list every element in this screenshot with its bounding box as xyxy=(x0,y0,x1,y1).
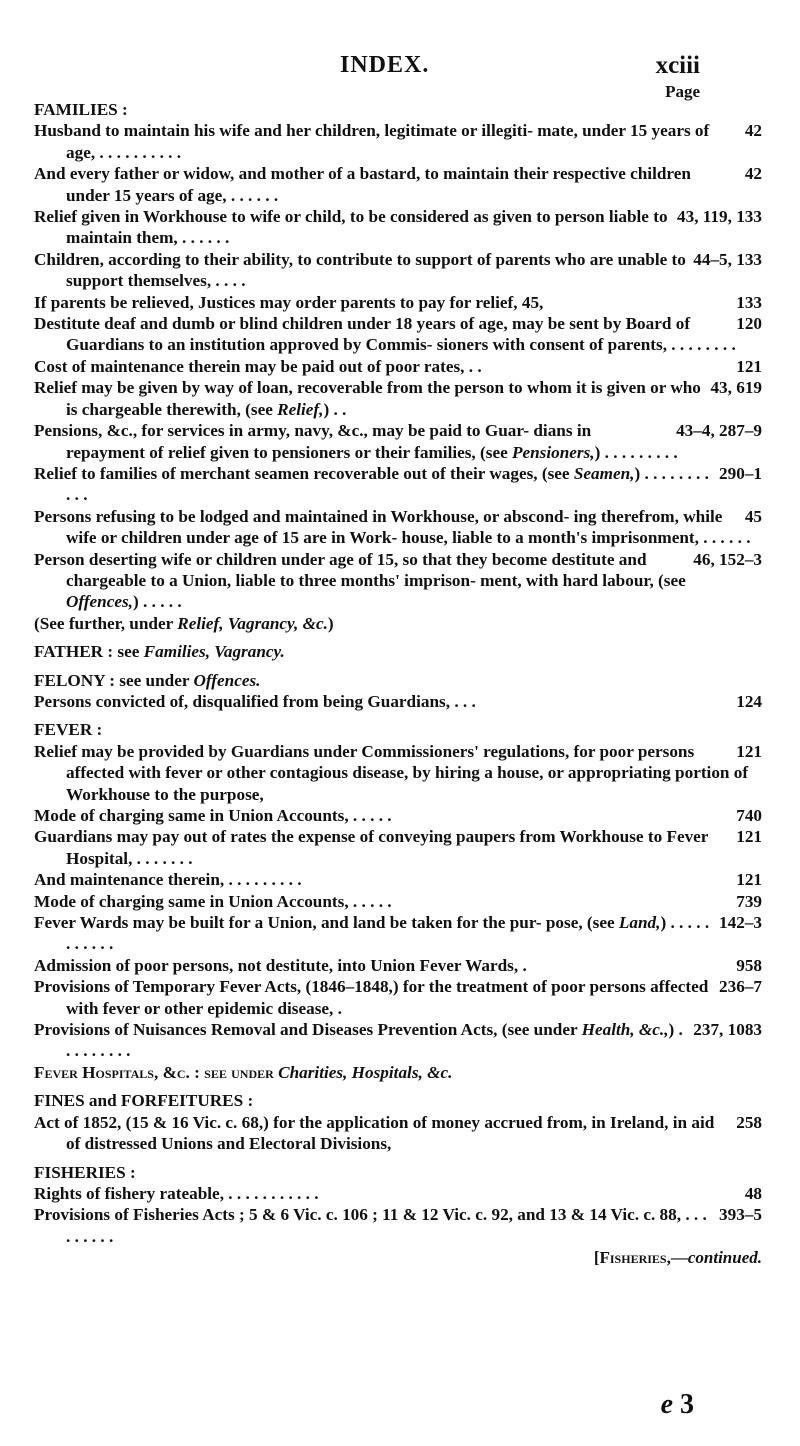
entry-pages: 44–5, 133 xyxy=(693,249,762,269)
section-heading: FELONY : see under Offences. xyxy=(34,670,261,690)
index-entry: 237, 1083 Provisions of Nuisances Removal and Diseases Prevention Acts, (see under Health, &c.,) . . . . . . . . . xyxy=(34,1020,762,1061)
section-heading: FEVER : xyxy=(34,720,103,740)
index-entry: 290–1 Relief to families of merchant seamen recoverable out of their wages, (see Seamen,) . . . . . . . . . . . xyxy=(34,463,762,505)
index-entry: 45 Persons refusing to be lodged and maintained in Workhouse, or abscond- ing therefrom, while wife or children under age of 15 are in Work- house, liable to a month's imprisonment, . . . . . . xyxy=(34,506,762,548)
entry-pages: 121 xyxy=(736,827,762,847)
entry-pages: 43–4, 287–9 xyxy=(676,421,762,441)
index-entry: 739 Mode of charging same in Union Accounts, . . . . . xyxy=(34,891,762,911)
index-body xyxy=(34,99,762,1269)
section-heading: FATHER : see Families, Vagrancy. xyxy=(34,642,285,662)
entry-pages: 290–1 xyxy=(719,463,762,483)
entry-pages: 45 xyxy=(744,506,762,526)
index-entry: 121 Cost of maintenance therein may be paid out of poor rates, . . xyxy=(34,356,762,376)
entry-pages: 958 xyxy=(736,955,762,975)
index-entry: Fever Hospitals, &c. : see under Charities, Hospitals, &c. xyxy=(34,1062,453,1082)
index-entry: 44–5, 133 Children, according to their ability, to contribute to support of parents who are unable to support themselves, . . . . xyxy=(34,249,762,291)
entry-pages: 236–7 xyxy=(719,977,762,997)
running-title: INDEX. xyxy=(340,52,430,78)
entry-pages: 43, 119, 133 xyxy=(677,207,762,227)
page-header xyxy=(0,52,800,82)
page-column-label: Page xyxy=(665,82,700,101)
index-entry: 42 Husband to maintain his wife and her children, legitimate or illegiti- mate, under 15 years of age, . . . . . . . . . . xyxy=(34,121,762,162)
index-entry: 258 Act of 1852, (15 & 16 Vic. c. 68,) for the application of money accrued from, in Ireland, in aid of distressed Unions and Electoral Divisions, xyxy=(34,1112,762,1154)
entry-pages: 133 xyxy=(736,292,762,312)
index-entry: 740 Mode of charging same in Union Accounts, . . . . . xyxy=(34,806,762,825)
section-heading: FINES and FORFEITURES : xyxy=(34,1091,254,1111)
entry-pages: 124 xyxy=(736,691,762,711)
entry-pages: 42 xyxy=(744,121,762,141)
index-entry: 46, 152–3 Person deserting wife or children under age of 15, so that they become destitute and chargeable to a Union, liable to three months' imprison- ment, with hard labour, (see Offences,) . . . . . xyxy=(34,549,762,612)
printer-signature: e 3 xyxy=(660,1389,694,1420)
index-entry: 121 Guardians may pay out of rates the expense of conveying paupers from Workhouse to Fever Hospital, . . . . . . . xyxy=(34,827,762,868)
entry-pages: 237, 1083 xyxy=(693,1020,762,1040)
index-entry: (See further, under Relief, Vagrancy, &c.) xyxy=(34,613,334,633)
index-entry: 48 Rights of fishery rateable, . . . . . . . . . . . xyxy=(34,1183,762,1203)
index-entry: 43, 119, 133 Relief given in Workhouse to wife or child, to be considered as given to person liable to maintain them, . . . . . . xyxy=(34,207,762,248)
entry-pages: 121 xyxy=(736,870,762,890)
index-entry: 121 And maintenance therein, . . . . . . . . . xyxy=(34,870,762,890)
entry-pages: 121 xyxy=(736,356,762,376)
entry-pages: 121 xyxy=(736,741,762,761)
index-entry: 120 Destitute deaf and dumb or blind children under 18 years of age, may be sent by Board of Guardians to an institution approved by Commis- sioners with consent of parents, . . . . . . . . xyxy=(34,314,762,355)
index-entry: 42 And every father or widow, and mother of a bastard, to maintain their respective children under 15 years of age, . . . . . . xyxy=(34,164,762,205)
section-heading: FAMILIES : xyxy=(34,100,128,119)
entry-pages: 393–5 xyxy=(719,1205,762,1225)
entry-pages: 739 xyxy=(736,891,762,911)
section-heading: FISHERIES : xyxy=(34,1162,136,1182)
page-number: xciii xyxy=(655,52,700,79)
index-entry: 236–7 Provisions of Temporary Fever Acts, (1846–1848,) for the treatment of poor persons affected with fever or other epidemic disease, . xyxy=(34,977,762,1018)
entry-pages: 48 xyxy=(744,1183,762,1203)
entry-pages: 740 xyxy=(736,806,762,825)
continuation-note: [Fisheries,—continued. xyxy=(593,1248,762,1268)
entry-pages: 120 xyxy=(736,314,762,334)
index-entry: 43, 619 Relief may be given by way of loan, recoverable from the person to whom it is given or who is chargeable therewith, (see Relief,) . . xyxy=(34,378,762,419)
index-entry: 393–5 Provisions of Fisheries Acts ; 5 & 6 Vic. c. 106 ; 11 & 12 Vic. c. 92, and 13 & 14 Vic. c. 88, . . . . . . . . . xyxy=(34,1205,762,1246)
entry-pages: 142–3 xyxy=(719,913,762,933)
index-entry: 124 Persons convicted of, disqualified from being Guardians, . . . xyxy=(34,691,762,711)
index-entry: 133 If parents be relieved, Justices may order parents to pay for relief, 45, xyxy=(34,292,762,312)
entry-pages: 43, 619 xyxy=(710,378,762,398)
index-entry: 121 Relief may be provided by Guardians under Commissioners' regulations, for poor persons affected with fever or other contagious disease, by hiring a house, or appropriating portion of Workhouse to the purpose, xyxy=(34,741,762,804)
entry-pages: 258 xyxy=(736,1112,762,1132)
index-entry: 142–3 Fever Wards may be built for a Union, and land be taken for the pur- pose, (see Land,) . . . . . . . . . . . xyxy=(34,913,762,954)
index-entry: 43–4, 287–9 Pensions, &c., for services in army, navy, &c., may be paid to Guar- dians in repayment of relief given to pensioners or their families, (see Pensioners,) . . . . . . . . . xyxy=(34,421,762,462)
entry-pages: 46, 152–3 xyxy=(693,549,762,569)
entry-pages: 42 xyxy=(744,164,762,184)
index-entry: 958 Admission of poor persons, not destitute, into Union Fever Wards, . xyxy=(34,955,762,975)
